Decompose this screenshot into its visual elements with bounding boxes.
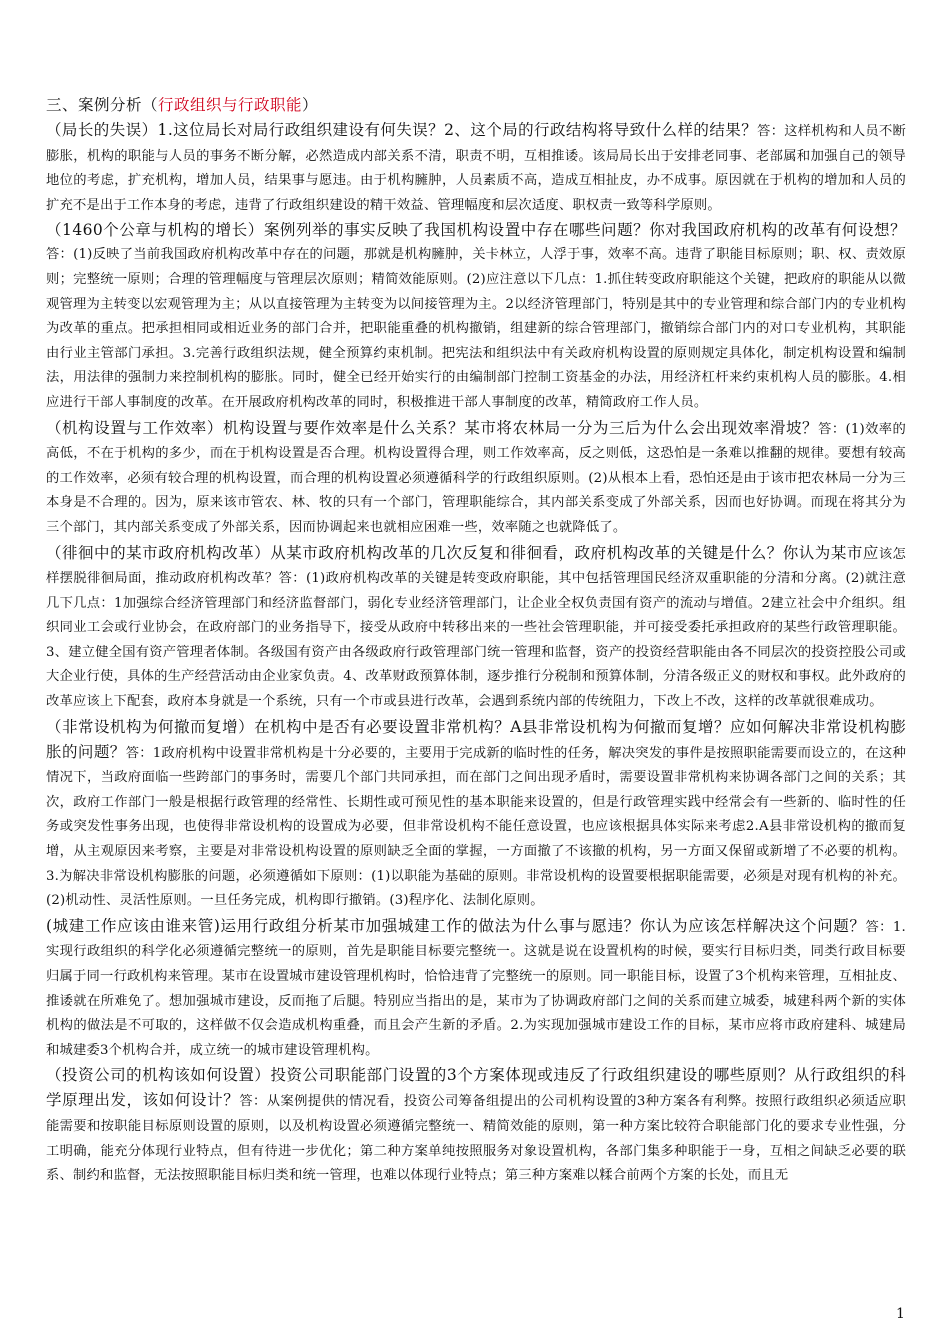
case-question: （1460个公章与机构的增长）案例列举的事实反映了我国机构设置中存在哪些问题？你对我国政府机构的改革有何设想？ [46,221,906,240]
case-answer: 答：1政府机构中设置非常机构是十分必要的，主要用于完成新的临时性的任务，解决突发的事件是按照职能需要而设立的，在这种情况下，当政府面临一些跨部门的事务时，需要几个部门共同承担，而在部门之间出现矛盾时，需要设置非常机构来协调各部门之间的关系；其次，政府工作部门一般是根据行政管理的经常性、长期性或可预见性的基本职能来设置的，但是行政管理实践中经常会有一些新的、临时性的任务或突发性事务出现，也使得非常设机构的设置成为必要，但非常设机构不能任意设置，也应该根据具体实际来考虑2.A县非常设机构的撤而复增，从主观原因来考察，主要是对非常设机构设置的原则缺乏全面的掌握，一方面撤了不该撤的机构，另一方面又保留或新增了不必要的机构。3.为解决非常设机构膨胀的问题，必须遵循如下原则：(1)以职能为基础的原则。非常设机构的设置要根据职能需要，必须是对现有机构的补充。(2)机动性、灵活性原则。一旦任务完成，机构即行撤销。(3)程序化、法制化原则。 [46,745,906,909]
case-answer: 答：(1)效率的高低，不在于机构的多少，而在于机构设置是否合理。机构设置得合理，则工作效率高，反之则低，这恐怕是一条难以推翻的规律。要想有较高的工作效率，必须有较合理的机构设置，而合理的机构设置必须遵循科学的行政组织原则。(2)从根本上看，恐怕还是由于该市把农林局一分为三本身是不合理的。因为，原来该市管农、林、牧的只有一个部门，管理职能综合，其内部关系变成了外部关系，因而也好协调。而现在将其分为三个部门，其内部关系变成了外部关系，因而协调起来也就相应困难一些，效率随之也就降低了。 [46,421,906,535]
case-paragraph [46,1063,906,1188]
case-paragraph [46,715,906,914]
case-question: （局长的失误）1.这位局长对局行政组织建设有何失误？2、这个局的行政结构将导致什么样的结果？ [46,121,758,139]
section-heading-topic: 行政组织与行政职能 [158,96,303,114]
case-paragraph [46,914,906,1064]
case-question: （投资公司的机构该如何设置）投资公司职能部门设置的3个方案体现或违反了行政组织建设的哪些原则？从行政组织的科学原理出发，该如何设计？ [46,1066,906,1110]
section-heading-suffix: ） [302,96,319,114]
case-answer: 答：1.实现行政组织的科学化必须遵循完整统一的原则，首先是职能目标要完整统一。这就是说在设置机构的时候，要实行目标归类，同类行政目标要归属于同一行政机构来管理。某市在设置城市建设管理机构时，恰恰违背了完整统一的原则。同一职能目标，设置了3个机构来管理，互相扯皮、推诿就在所难免了。想加强城市建设，反而拖了后腿。特别应当指出的是，某市为了协调政府部门之间的关系而建立城委，城建科两个新的实体机构的做法是不可取的，这样做不仅会造成机构重叠，而且会产生新的矛盾。2.为实现加强城市建设工作的目标，某市应将市政府建科、城建局和城建委3个机构合并，成立统一的城市建设管理机构。 [46,919,906,1058]
case-paragraph [46,118,906,218]
case-answer: 该怎样摆脱徘徊局面，推动政府机构改革？答：(1)政府机构改革的关键是转变政府职能，其中包括管理国民经济双重职能的分清和分离。(2)就注意几下几点：1加强综合经济管理部门和经济监督部门，弱化专业经济管理部门，让企业全权负责国有资产的流动与增值。2建立社会中介组织。组织同业工会或行业协会，在政府部门的业务指导下，接受从政府中转移出来的一些社会管理职能，并可接受委托承担政府的某些行政管理职能。3、建立健全国有资产管理者体制。各级国有资产由各级政府行政管理部门统一管理和监督，资产的投资经营职能由各不同层次的投资控股公司或大企业行使，具体的生产经营活动由企业家负责。4、改革财政预算体制，逐步推行分税制和预算体制，分清各级正义的财权和事权。此外政府的改革应该上下配套，政府本身就是一个系统，只有一个市或县进行改革，会遇到系统内部的传统阻力，下改上不改，这样的改革就很难成功。 [46,546,906,710]
section-heading [46,92,906,118]
case-answer: 答：这样机构和人员不断膨胀，机构的职能与人员的事务不断分解，必然造成内部关系不清，职责不明，互相推诿。该局局长出于安排老同事、老部属和加强自己的领导地位的考虑，扩充机构，增加人员，结果事与愿违。由于机构臃肿，人员素质不高，造成互相扯皮，办不成事。原因就在于机构的增加和人员的扩充不是出于工作本身的考虑，违背了行政组织建设的精干效益、管理幅度和层次适度、职权责一致等科学原则。 [46,124,906,213]
case-answer: 答：从案例提供的情况看，投资公司筹备组提出的公司机构设置的3种方案各有利弊。按照行政组织必须适应职能需要和按职能目标原则设置的原则，以及机构设置必须遵循完整统一、精简效能的原则，第一种方案比较符合职能部门化的要求专业性强，分工明确，能充分体现行业特点，但有待进一步优化；第二种方案单纯按照服务对象设置机构，各部门集多种职能于一身，互相之间缺乏必要的联系、制约和监督，无法按照职能目标归类和统一管理，也难以体现行业特点；第三种方案难以糅合前两个方案的长处，而且无 [46,1094,906,1184]
case-question: (城建工作应该由谁来管)运用行政组分析某市加强城建工作的做法为什么事与愿违？你认为应该怎样解决这个问题？ [46,916,866,935]
section-heading-prefix: 三、案例分析（ [46,96,159,114]
case-question: （非常设机构为何撤而复增）在机构中是否有必要设置非常机构？A县非常设机构为何撤而复增？应如何解决非常设机构膨胀的问题？ [46,717,906,761]
case-paragraph [46,218,906,415]
case-question: （机构设置与工作效率）机构设置与要作效率是什么关系？某市将农林局一分为三后为什么会出现效率滑坡？ [46,418,819,437]
case-question: （徘徊中的某市政府机构改革）从某市政府机构改革的几次反复和徘徊看，政府机构改革的关键是什么？你认为某市应 [46,543,879,562]
case-answer: 答：(1)反映了当前我国政府机构改革中存在的问题，那就是机构臃肿，关卡林立，人浮于事，效率不高。违背了职能目标原则；职、权、责效原则；完整统一原则；合理的管理幅度与管理层次原则；精简效能原则。(2)应注意以下几点：1.抓住转变政府职能这个关键，把政府的职能从以微观管理为主转变以宏观管理为主；从以直接管理为主转变为以间接管理为主。2以经济管理部门，特别是其中的专业管理和综合部门内的专业机构为改革的重点。把承担相同或相近业务的部门合并，把职能重叠的机构撤销，组建新的综合管理部门，撤销综合部门内的对口专业机构，其职能由行业主管部门承担。3.完善行政组织法规，健全预算约束机制。把宪法和组织法中有关政府机构设置的原则规定具体化，制定机构设置和编制法，用法律的强制力来控制机构的膨胀。同时，健全已经开始实行的由编制部门控制工资基金的办法，用经济杠杆来约束机构人员的膨胀。4.相应进行干部人事制度的改革。在开展政府机构改革的同时，积极推进干部人事制度的改革，精简政府工作人员。 [46,247,906,410]
page-number: 1 [896,1306,905,1322]
document-body [46,92,906,1189]
case-paragraph [46,541,906,715]
case-paragraph [46,416,906,541]
